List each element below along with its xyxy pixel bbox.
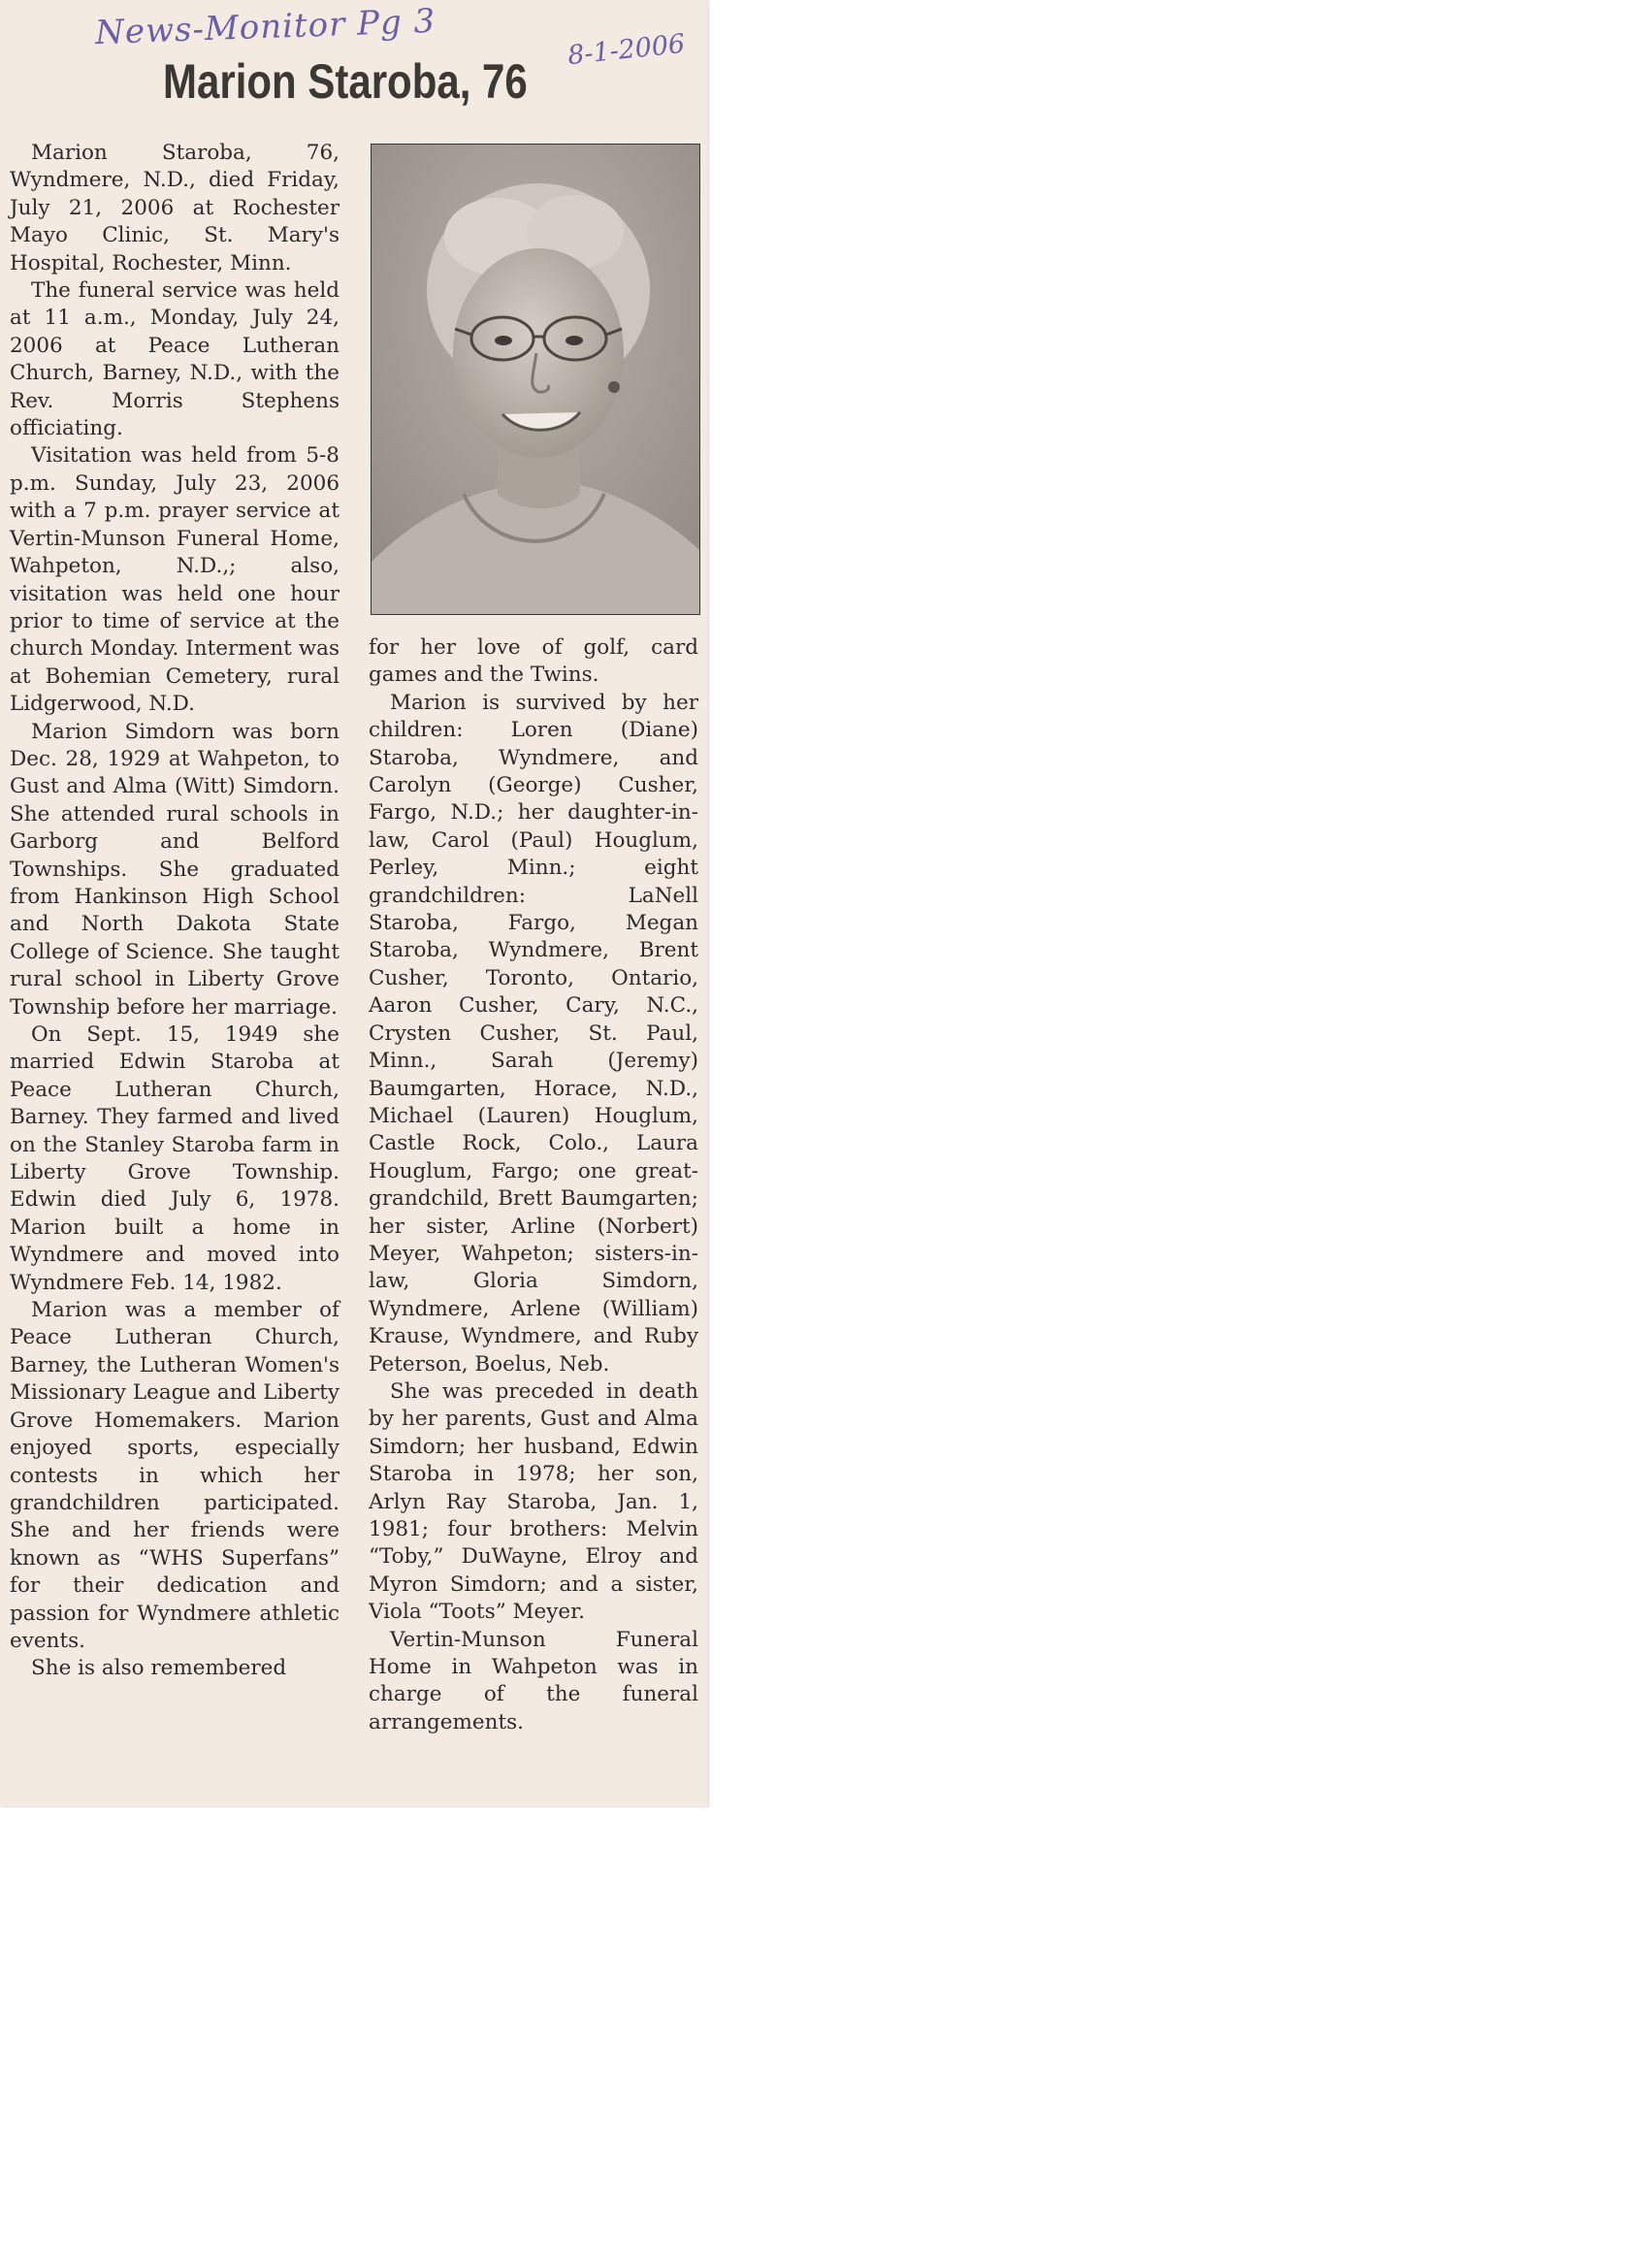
paragraph-memberships: Marion was a member of Peace Lutheran Church, Barney, the Lutheran Women's Missionary League and Liberty Grove Homemakers. Marion enjoyed sports, especially contests in which her grandchildren participated. She and her friends were known as “WHS Superfans” for their dedication and passion for Wyndmere athletic events. xyxy=(10,1298,340,1653)
paragraph-remembered-continuation: for her love of golf, card games and the Twins. xyxy=(369,635,698,688)
portrait-illustration xyxy=(372,145,700,615)
paragraph-funeral-service: The funeral service was held at 11 a.m., Monday, July 24, 2006 at Peace Lutheran Church, Barney, N.D., with the Rev. Morris Stephens officiating. xyxy=(10,278,340,441)
portrait-photo xyxy=(371,144,700,615)
paragraph-visitation: Visitation was held from 5-8 p.m. Sunday, July 23, 2006 with a 7 p.m. prayer service at Vertin-Munson Funeral Home, Wahpeton, N.D.,; also, visitation was held one hour prior to time of service at the church Monday. Interment was at Bohemian Cemetery, rural Lidgerwood, N.D. xyxy=(10,443,340,717)
paragraph-arrangements: Vertin-Munson Funeral Home in Wahpeton was in charge of the funeral arrangements. xyxy=(369,1627,698,1734)
paragraph-death-notice: Marion Staroba, 76, Wyndmere, N.D., died Friday, July 21, 2006 at Rochester Mayo Clinic, St. Mary's Hospital, Rochester, Minn. xyxy=(10,141,340,275)
obituary-headline: Marion Staroba, 76 xyxy=(163,54,528,109)
right-text-column xyxy=(369,634,698,1736)
left-text-column xyxy=(10,140,340,1683)
paragraph-remembered-start: She is also remembered xyxy=(31,1656,287,1681)
handwritten-date-note: 8-1-2006 xyxy=(566,28,687,72)
handwritten-source-note: News-Monitor Pg 3 xyxy=(94,1,436,53)
paragraph-marriage: On Sept. 15, 1949 she married Edwin Staroba at Peace Lutheran Church, Barney. They farmed and lived on the Stanley Staroba farm in Liberty Grove Township. Edwin died July 6, 1978. Marion built a home in Wyndmere and moved into Wyndmere Feb. 14, 1982. xyxy=(10,1022,340,1295)
paragraph-survivors: Marion is survived by her children: Loren (Diane) Staroba, Wyndmere, and Carolyn (George) Cusher, Fargo, N.D.; her daughter-in-law, Carol (Paul) Houglum, Perley, Minn.; eight grandchildren: LaNell Staroba, Fargo, Megan Staroba, Wyndmere, Brent Cusher, Toronto, Ontario, Aaron Cusher, Cary, N.C., Crysten Cusher, St. Paul, Minn., Sarah (Jeremy) Baumgarten, Horace, N.D., Michael (Lauren) Houglum, Castle Rock, Colo., Laura Houglum, Fargo; one great-grandchild, Brett Baumgarten; her sister, Arline (Norbert) Meyer, Wahpeton; sisters-in-law, Gloria Simdorn, Wyndmere, Arlene (William) Krause, Wyndmere, and Ruby Peterson, Boelus, Neb. xyxy=(369,690,698,1377)
paragraph-preceded-in-death: She was preceded in death by her parents, Gust and Alma Simdorn; her husband, Edwin Staroba in 1978; her son, Arlyn Ray Staroba, Jan. 1, 1981; four brothers: Melvin “Toby,” DuWayne, Elroy and Myron Simdorn; and a sister, Viola “Toots” Meyer. xyxy=(369,1378,698,1625)
paragraph-birth-education: Marion Simdorn was born Dec. 28, 1929 at Wahpeton, to Gust and Alma (Witt) Simdorn. She attended rural schools in Garborg and Belford Townships. She graduated from Hankinson High School and North Dakota State College of Science. She taught rural school in Liberty Grove Township before her marriage. xyxy=(10,719,340,1020)
newspaper-clipping xyxy=(0,0,708,1806)
